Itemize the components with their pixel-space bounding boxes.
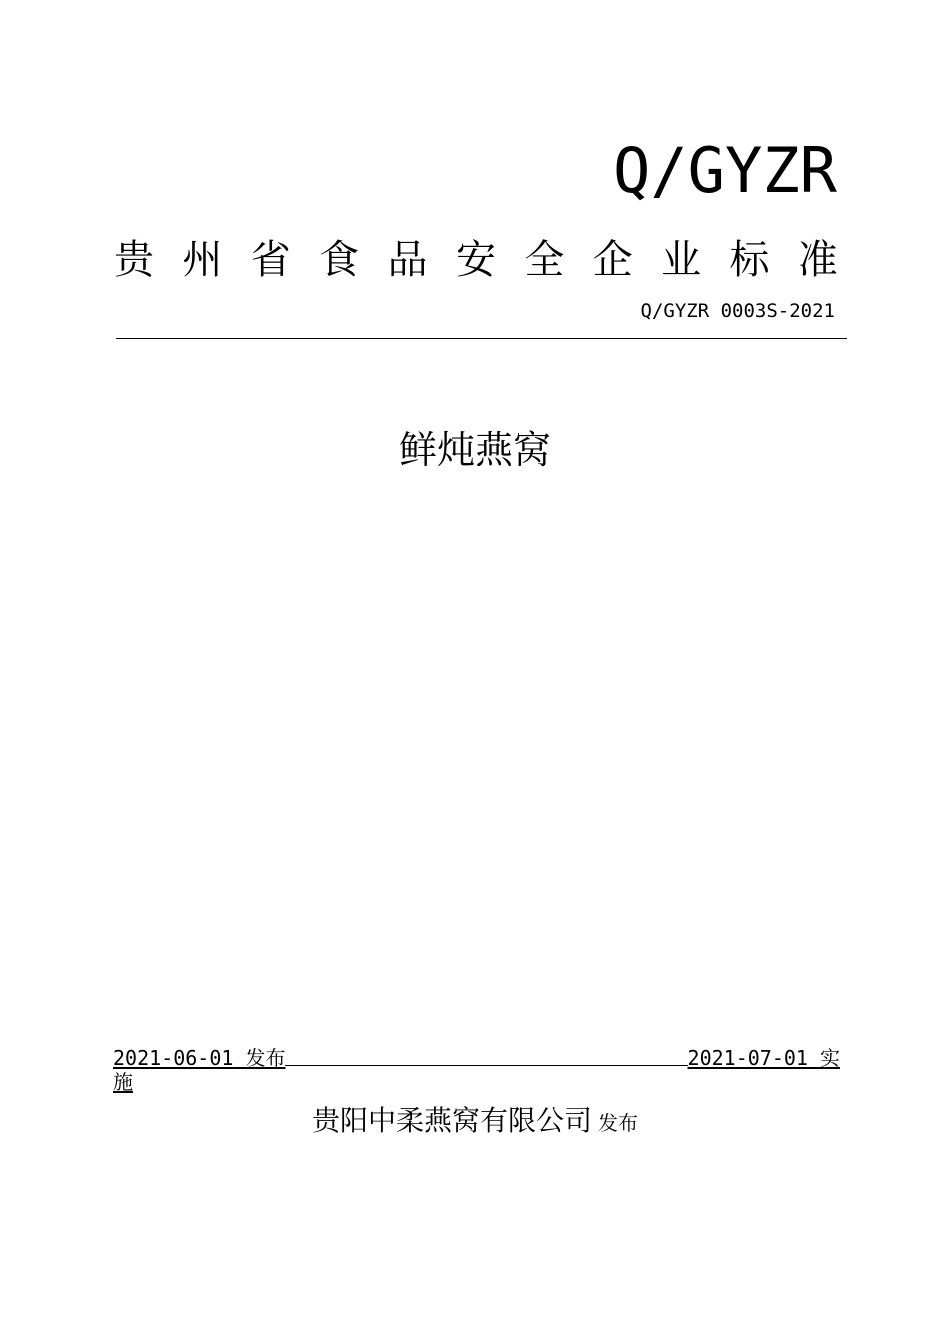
publisher-suffix: 发布 (598, 1111, 638, 1135)
category-char: 食 (319, 237, 360, 283)
category-char: 标 (729, 237, 770, 283)
effective-date-group (688, 1046, 840, 1070)
effective-date: 2021-07-01 (687, 1046, 808, 1070)
release-date-group (113, 1046, 285, 1070)
standard-number: Q/GYZR 0003S-2021 (640, 300, 835, 322)
category-char: 全 (524, 237, 565, 283)
standard-code-large: Q/GYZR (613, 134, 837, 207)
release-date: 2021-06-01 (113, 1046, 234, 1070)
dates-row (113, 1046, 840, 1070)
standard-category-title (114, 237, 838, 283)
effective-label-part1: 实 (820, 1046, 840, 1070)
header-divider (116, 338, 847, 339)
category-char: 品 (387, 237, 428, 283)
release-label: 发布 (245, 1046, 286, 1070)
category-char: 准 (797, 237, 838, 283)
document-title: 鲜炖燕窝 (398, 428, 551, 472)
category-char: 省 (250, 237, 291, 283)
dates-block (113, 1046, 840, 1094)
category-char: 业 (661, 237, 702, 283)
publisher-line (0, 1104, 950, 1138)
category-char: 州 (182, 237, 223, 283)
category-char: 安 (455, 237, 496, 283)
category-char: 贵 (114, 237, 154, 283)
category-char: 企 (592, 237, 633, 283)
effective-label-part2: 施 (113, 1070, 133, 1094)
publisher-name: 贵阳中柔燕窝有限公司 (311, 1104, 592, 1137)
dates-underline (285, 1064, 687, 1066)
